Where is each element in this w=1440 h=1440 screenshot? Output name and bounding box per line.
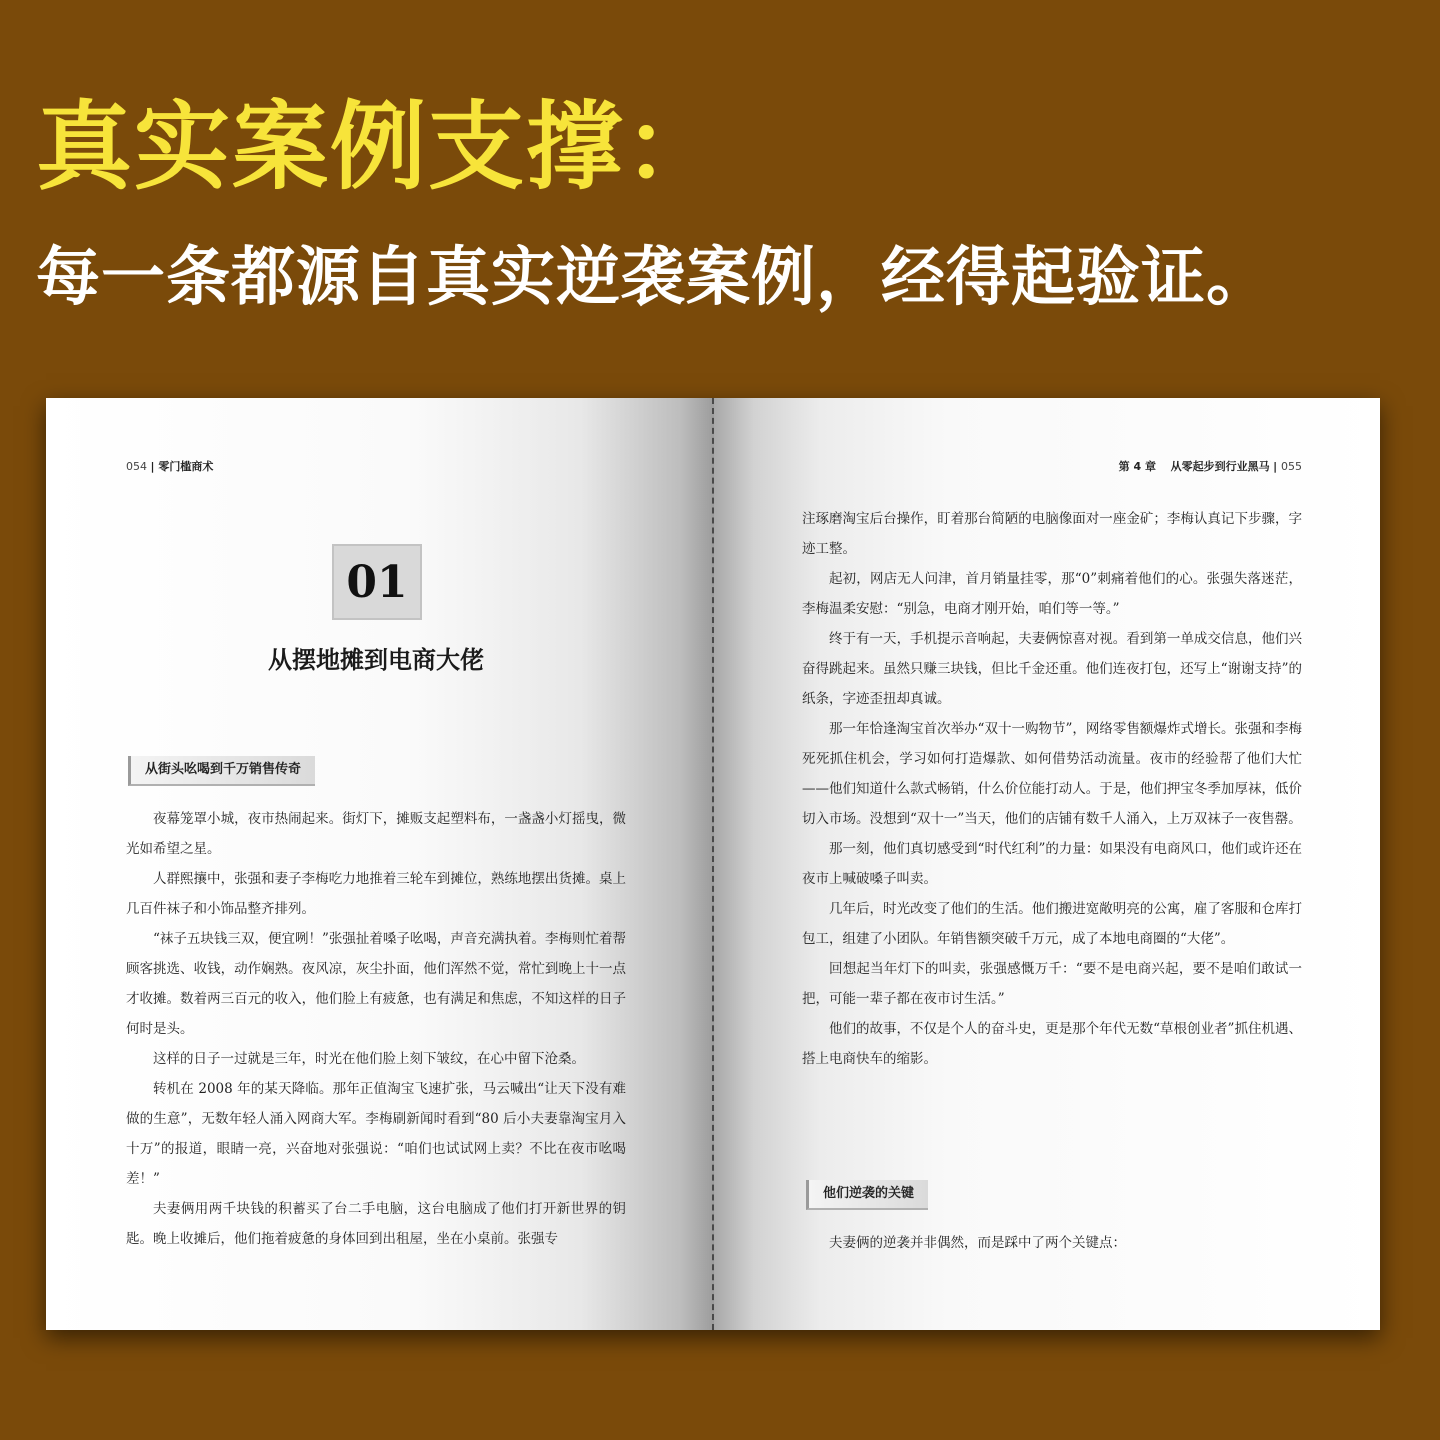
paragraph: 夜幕笼罩小城，夜市热闹起来。街灯下，摊贩支起塑料布，一盏盏小灯摇曳，微光如希望之星。	[126, 811, 626, 857]
paragraph: 注琢磨淘宝后台操作，盯着那台简陋的电脑像面对一座金矿；李梅认真记下步骤，字迹工整。	[802, 511, 1302, 557]
paragraph: 夫妻俩的逆袭并非偶然，而是踩中了两个关键点：	[829, 1235, 1126, 1251]
paragraph: 那一刻，他们真切感受到“时代红利”的力量：如果没有电商风口，他们或许还在夜市上喊破嗓子叫卖。	[802, 841, 1302, 887]
paragraph: 这样的日子一过就是三年，时光在他们脸上刻下皱纹，在心中留下沧桑。	[153, 1051, 585, 1067]
right-chapter-label: 第 4 章	[1118, 460, 1156, 473]
right-running-head: 第 4 章 从零起步到行业黑马 | 055	[1118, 460, 1302, 473]
paragraph: 起初，网店无人问津，首月销量挂零，那“0”刺痛着他们的心。张强失落迷茫，李梅温柔安慰：“别急，电商才刚开始，咱们等一等。”	[802, 571, 1302, 617]
chapter-number: 01	[346, 556, 408, 608]
section-heading: 从街头吆喝到千万销售传奇	[128, 756, 315, 786]
right-section-text	[802, 1228, 1302, 1258]
paragraph: 几年后，时光改变了他们的生活。他们搬进宽敞明亮的公寓，雇了客服和仓库打包工，组建了小团队。年销售额突破千万元，成了本地电商圈的“大佬”。	[802, 901, 1302, 947]
right-page-number: 055	[1281, 460, 1302, 473]
section-heading: 他们逆袭的关键	[806, 1180, 928, 1210]
paragraph: 转机在 2008 年的某天降临。那年正值淘宝飞速扩张，马云喊出“让天下没有难做的生意”，无数年轻人涌入网商大军。李梅刷新闻时看到“80 后小夫妻靠淘宝月入十万”的报道，眼睛一亮，兴奋地对张强说：“咱们也试试网上卖？不比在夜市吆喝差！”	[126, 1081, 626, 1187]
headline: 真实案例支撑：	[36, 91, 722, 203]
subheadline: 每一条都源自真实逆袭案例，经得起验证。	[36, 241, 1271, 315]
chapter-number-box	[332, 544, 422, 620]
right-page	[714, 398, 1380, 1330]
paragraph: 人群熙攘中，张强和妻子李梅吃力地推着三轮车到摊位，熟练地摆出货摊。桌上几百件袜子和小饰品整齐排列。	[126, 871, 626, 917]
right-body-text	[802, 504, 1302, 1074]
open-book	[46, 398, 1380, 1330]
left-page-number: 054	[126, 460, 147, 473]
paragraph: 回想起当年灯下的叫卖，张强感慨万千：“要不是电商兴起，要不是咱们敢试一把，可能一辈子都在夜市讨生活。”	[802, 961, 1302, 1007]
left-book-title: 零门槛商术	[158, 460, 214, 473]
paragraph: 他们的故事，不仅是个人的奋斗史，更是那个年代无数“草根创业者”抓住机遇、搭上电商快车的缩影。	[802, 1021, 1302, 1067]
chapter-title: 从摆地摊到电商大佬	[268, 645, 484, 674]
paragraph: 终于有一天，手机提示音响起，夫妻俩惊喜对视。看到第一单成交信息，他们兴奋得跳起来。虽然只赚三块钱，但比千金还重。他们连夜打包，还写上“谢谢支持”的纸条，字迹歪扭却真诚。	[802, 631, 1302, 707]
left-body-text	[126, 804, 626, 1254]
paragraph: “袜子五块钱三双，便宜咧！”张强扯着嗓子吆喝，声音充满执着。李梅则忙着帮顾客挑选、收钱，动作娴熟。夜风凉，灰尘扑面，他们浑然不觉，常忙到晚上十一点才收摊。数着两三百元的收入，他们脸上有疲惫，也有满足和焦虑，不知这样的日子何时是头。	[126, 931, 626, 1037]
left-page	[46, 398, 714, 1330]
book-spine	[712, 398, 717, 1330]
left-running-head: 054 | 零门槛商术	[126, 460, 214, 473]
paragraph: 那一年恰逢淘宝首次举办“双十一购物节”，网络零售额爆炸式增长。张强和李梅死死抓住机会，学习如何打造爆款、如何借势活动流量。夜市的经验帮了他们大忙——他们知道什么款式畅销，什么价位能打动人。于是，他们押宝冬季加厚袜，低价切入市场。没想到“双十一”当天，他们的店铺有数千人涌入，上万双袜子一夜售罄。	[802, 721, 1302, 827]
right-chapter-running-title: 从零起步到行业黑马	[1170, 460, 1270, 473]
paragraph: 夫妻俩用两千块钱的积蓄买了台二手电脑，这台电脑成了他们打开新世界的钥匙。晚上收摊后，他们拖着疲惫的身体回到出租屋，坐在小桌前。张强专	[126, 1201, 626, 1247]
